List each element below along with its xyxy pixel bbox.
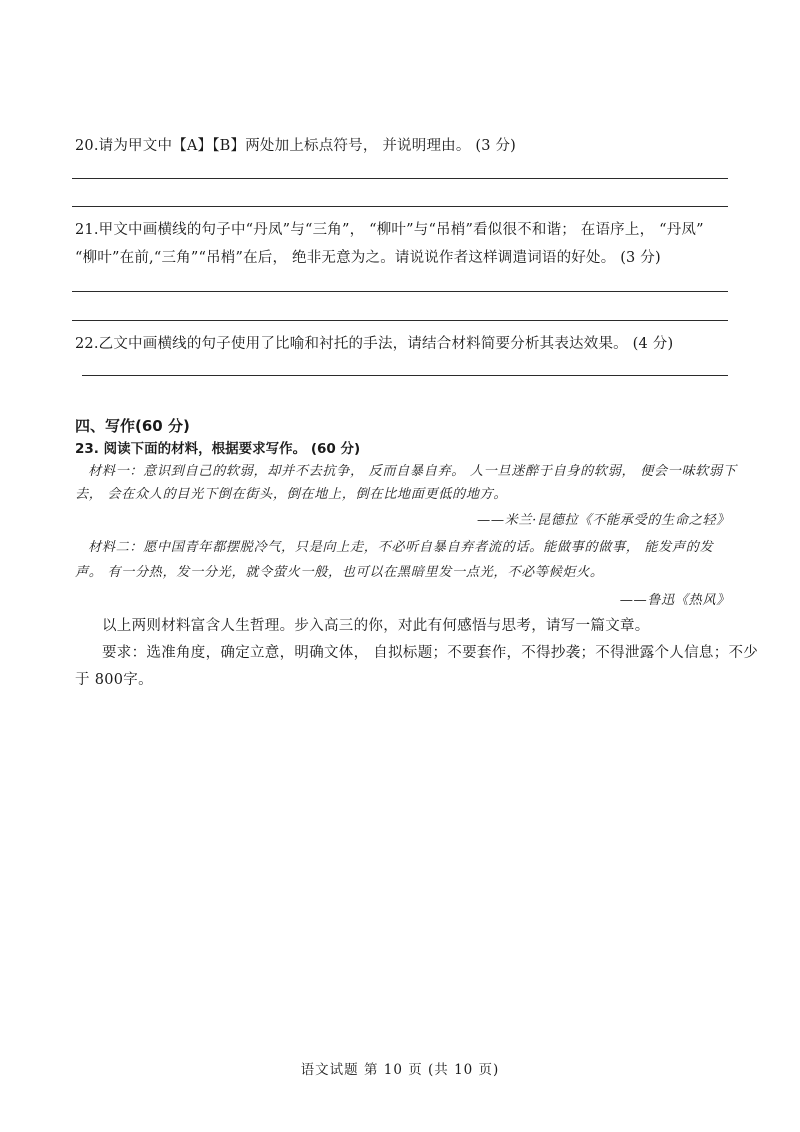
material-2-line1: 材料二：愿中国青年都摆脱冷气，只是向上走，不必听自暴自弃者流的话。能做事的做事， 能发声的发 [88, 540, 714, 555]
material-2-line2: 声。 有一分热，发一分光，就令萤火一般，也可以在黑暗里发一点光，不必等候炬火。 [75, 565, 604, 580]
question-21-line2: “柳叶”在前,“三角”“吊梢”在后， 绝非无意为之。请说说作者这样调遣词语的好处。 (3 分) [75, 250, 661, 266]
material-1-line1: 材料一：意识到自己的软弱，却并不去抗争， 反而自暴自弃。 人一旦迷醉于自身的软弱， 便会一味软弱下 [88, 464, 737, 479]
answer-line [72, 206, 728, 207]
material-1-line2: 去， 会在众人的目光下倒在街头，倒在地上，倒在比地面更低的地方。 [75, 487, 508, 502]
answer-line [72, 291, 728, 292]
answer-line [72, 320, 728, 321]
page-footer: 语文试题 第 10 页 (共 10 页) [300, 1062, 500, 1078]
writing-prompt: 以上两则材料富含人生哲理。步入高三的你，对此有何感悟与思考，请写一篇文章。 [102, 618, 650, 634]
question-23: 23. 阅读下面的材料，根据要求写作。 (60 分) [75, 441, 361, 457]
material-2-source: ——鲁迅《热风》 [619, 593, 730, 608]
question-22: 22.乙文中画横线的句子使用了比喻和衬托的手法，请结合材料简要分析其表达效果。 (4 分) [75, 336, 674, 352]
question-21-line1: 21.甲文中画横线的句子中“丹凤”与“三角”， “柳叶”与“吊梢”看似很不和谐； 在语序上， “丹凤” [75, 222, 704, 238]
answer-line [72, 178, 728, 179]
question-20: 20.请为甲文中【A】【B】两处加上标点符号， 并说明理由。 (3 分) [75, 138, 517, 154]
writing-requirements-line2: 于 800字。 [75, 672, 153, 688]
material-1-source: ——米兰·昆德拉《不能承受的生命之轻》 [477, 513, 730, 528]
answer-line [82, 375, 728, 376]
writing-requirements-line1: 要求：选准角度，确定立意，明确文体， 自拟标题；不要套作，不得抄袭；不得泄露个人信息；不少 [102, 645, 759, 661]
section-title-writing: 四、写作(60 分) [75, 417, 190, 435]
